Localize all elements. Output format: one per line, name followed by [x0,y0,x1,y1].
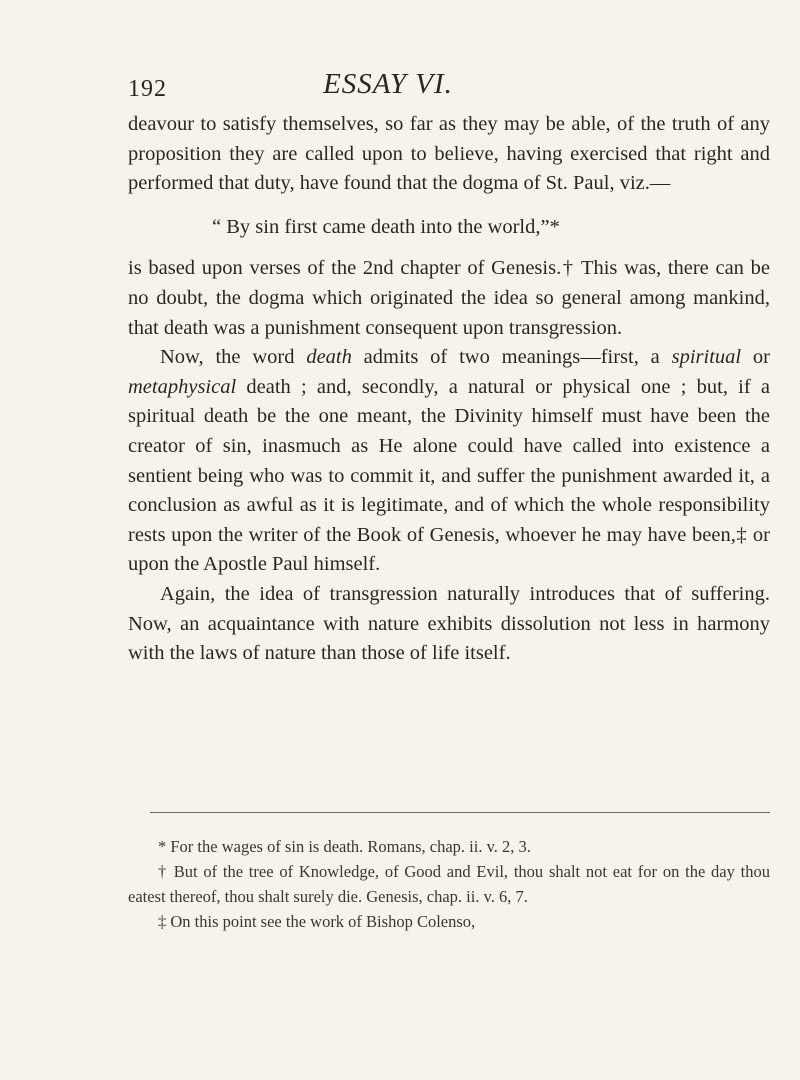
text-run: or [741,346,771,369]
page-header [128,68,768,108]
paragraph-transgression: Again, the idea of transgression naturally introduces that of suffering. Now, an acquaintance with nature exhibits dissolution not less in harmony with the laws of nature than those of life itself. [128,582,770,665]
text-run: admits of two meanings—first, a [351,346,672,369]
text-run: death ; and, secondly, a natural or physical one ; but, if a spiritual death be the one meant, the Divinity himself must have been the creator of sin, inasmuch as He alone could have called into existence a sentient being who was to commit it, and suffer the punishment awarded it, a conclusion as awful as it is legitimate, and of which the whole responsibility rests upon the writer of the Book of Genesis, whoever he may have been,‡ or upon the Apostle Paul himself. [128,375,770,576]
footnote-divider [150,812,770,813]
footnotes [128,834,770,934]
body-text [128,110,770,669]
text-run: Now, the word [160,346,307,369]
footnote-3: ‡ On this point see the work of Bishop Colenso, [158,912,476,931]
footnote-2: † But of the tree of Knowledge, of Good and Evil, thou shalt not eat for on the day thou eatest thereof, thou shalt surely die. Genesis, chap. ii. v. 6, 7. [128,862,770,906]
footnote-1: * For the wages of sin is death. Romans, chap. ii. v. 2, 3. [158,837,531,856]
emphasis-spiritual: spiritual [671,346,742,369]
running-head: ESSAY VI. [323,68,453,100]
page-number: 192 [128,76,167,102]
paragraph-genesis: is based upon verses of the 2nd chapter of Genesis.† This was, there can be no doubt, the dogma which originated the idea so general among mankind, that death was a punishment consequent upon transgression. [128,257,770,339]
emphasis-death: death [306,346,352,369]
emphasis-metaphysical: metaphysical [128,375,237,398]
paragraph-continuation: deavour to satisfy themselves, so far as they may be able, of the truth of any proposition they are called upon to believe, having exercised that right and performed that duty, have found that the dogma of St. Paul, viz.— [128,113,770,195]
block-quote: “ By sin first came death into the world,”* [212,215,560,238]
paragraph-death-meanings [128,343,770,580]
